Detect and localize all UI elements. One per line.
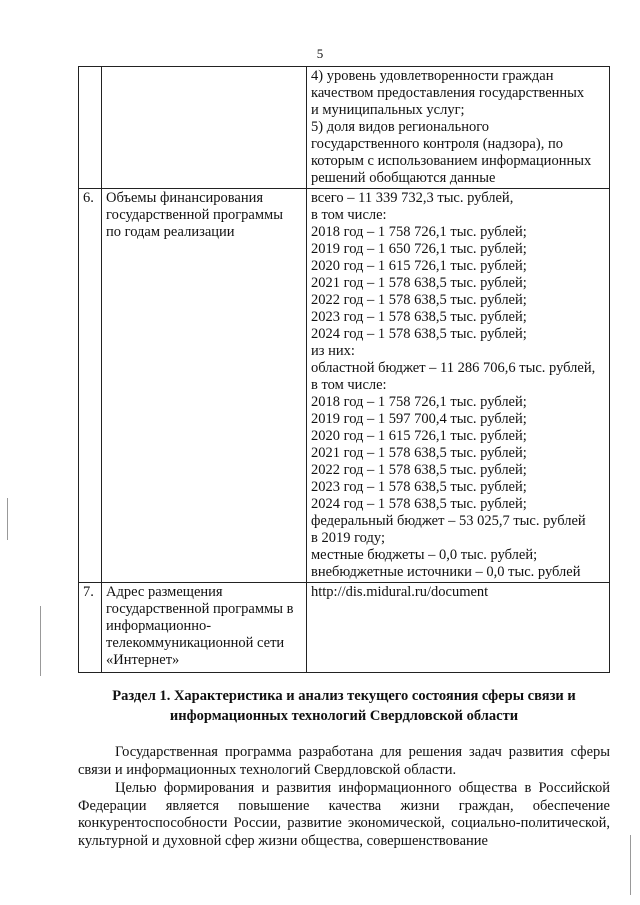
- row-name-cell: [102, 67, 307, 189]
- program-url: http://dis.midural.ru/document: [311, 584, 489, 600]
- text-line: 2020 год – 1 615 726,1 тыс. рублей;: [311, 428, 527, 444]
- text-line: 5) доля видов регионального: [311, 119, 490, 135]
- table-row-internet-address: [79, 583, 610, 673]
- text-line: всего – 11 339 732,3 тыс. рублей,: [311, 190, 514, 206]
- scan-artifact: [630, 835, 631, 895]
- table-row-financing: [79, 189, 610, 583]
- text-line: 4) уровень удовлетворенности граждан: [311, 68, 554, 84]
- text-line: в 2019 году;: [311, 530, 385, 546]
- text-line: решений обобщаются данные: [311, 170, 496, 186]
- row-value-cell: [307, 189, 610, 583]
- row-name-cell: [102, 189, 307, 583]
- text-line: 2022 год – 1 578 638,5 тыс. рублей;: [311, 462, 527, 478]
- text-line: внебюджетные источники – 0,0 тыс. рублей: [311, 564, 581, 580]
- text-line: в том числе:: [311, 377, 387, 393]
- text-line: местные бюджеты – 0,0 тыс. рублей;: [311, 547, 538, 563]
- text-line: в том числе:: [311, 207, 387, 223]
- heading-line: информационных технологий Свердловской области: [169, 708, 519, 724]
- text-line: 2020 год – 1 615 726,1 тыс. рублей;: [311, 258, 527, 274]
- text-line: государственной программы: [106, 207, 283, 223]
- heading-line: Раздел 1. Характеристика и анализ текущего состояния сферы связи и: [112, 688, 576, 704]
- scan-artifact: [7, 498, 8, 540]
- text-line: информационно-: [106, 618, 212, 634]
- text-line: телекоммуникационной сети: [106, 635, 285, 651]
- section-body: [78, 744, 610, 850]
- text-line: 2019 год – 1 597 700,4 тыс. рублей;: [311, 411, 527, 427]
- text-line: Объемы финансирования: [106, 190, 264, 206]
- page-number: 5: [316, 46, 324, 61]
- text-line: 2019 год – 1 650 726,1 тыс. рублей;: [311, 241, 527, 257]
- text-line: 2023 год – 1 578 638,5 тыс. рублей;: [311, 479, 527, 495]
- row-name-cell: [102, 583, 307, 673]
- text-line: «Интернет»: [106, 652, 180, 668]
- row-value-cell: [307, 583, 610, 673]
- text-line: из них:: [311, 343, 355, 359]
- text-line: и муниципальных услуг;: [311, 102, 465, 118]
- text-line: 2023 год – 1 578 638,5 тыс. рублей;: [311, 309, 527, 325]
- text-line: 2021 год – 1 578 638,5 тыс. рублей;: [311, 445, 527, 461]
- text-line: по годам реализации: [106, 224, 235, 240]
- text-line: Адрес размещения: [106, 584, 223, 600]
- program-passport-table: [78, 66, 610, 673]
- row-number-cell: [79, 67, 102, 189]
- text-line: областной бюджет – 11 286 706,6 тыс. рублей,: [311, 360, 596, 376]
- row-value-cell: [307, 67, 610, 189]
- section-heading: [78, 686, 610, 726]
- text-line: 2018 год – 1 758 726,1 тыс. рублей;: [311, 224, 527, 240]
- text-line: 2022 год – 1 578 638,5 тыс. рублей;: [311, 292, 527, 308]
- text-line: государственного контроля (надзора), по: [311, 136, 563, 152]
- text-line: 2018 год – 1 758 726,1 тыс. рублей;: [311, 394, 527, 410]
- text-line: которым с использованием информационных: [311, 153, 592, 169]
- table-row-continuation: [79, 67, 610, 189]
- text-line: федеральный бюджет – 53 025,7 тыс. рублей: [311, 513, 586, 529]
- text-line: 2024 год – 1 578 638,5 тыс. рублей;: [311, 496, 527, 512]
- row-number: 6.: [79, 189, 102, 583]
- paragraph: Государственная программа разработана для решения задач развития сферы связи и информационных технологий Свердловской области.: [78, 744, 610, 778]
- row-number: 7.: [79, 583, 102, 673]
- text-line: качеством предоставления государственных: [311, 85, 585, 101]
- text-line: 2024 год – 1 578 638,5 тыс. рублей;: [311, 326, 527, 342]
- text-line: государственной программы в: [106, 601, 294, 617]
- paragraph: Целью формирования и развития информационного общества в Российской Федерации является повышение качества жизни граждан, обеспечение конкурентоспособности России, развитие экономической, социально-политической, культурной и духовной сфер жизни общества, совершенствование: [78, 780, 610, 849]
- scan-artifact: [40, 606, 41, 676]
- text-line: 2021 год – 1 578 638,5 тыс. рублей;: [311, 275, 527, 291]
